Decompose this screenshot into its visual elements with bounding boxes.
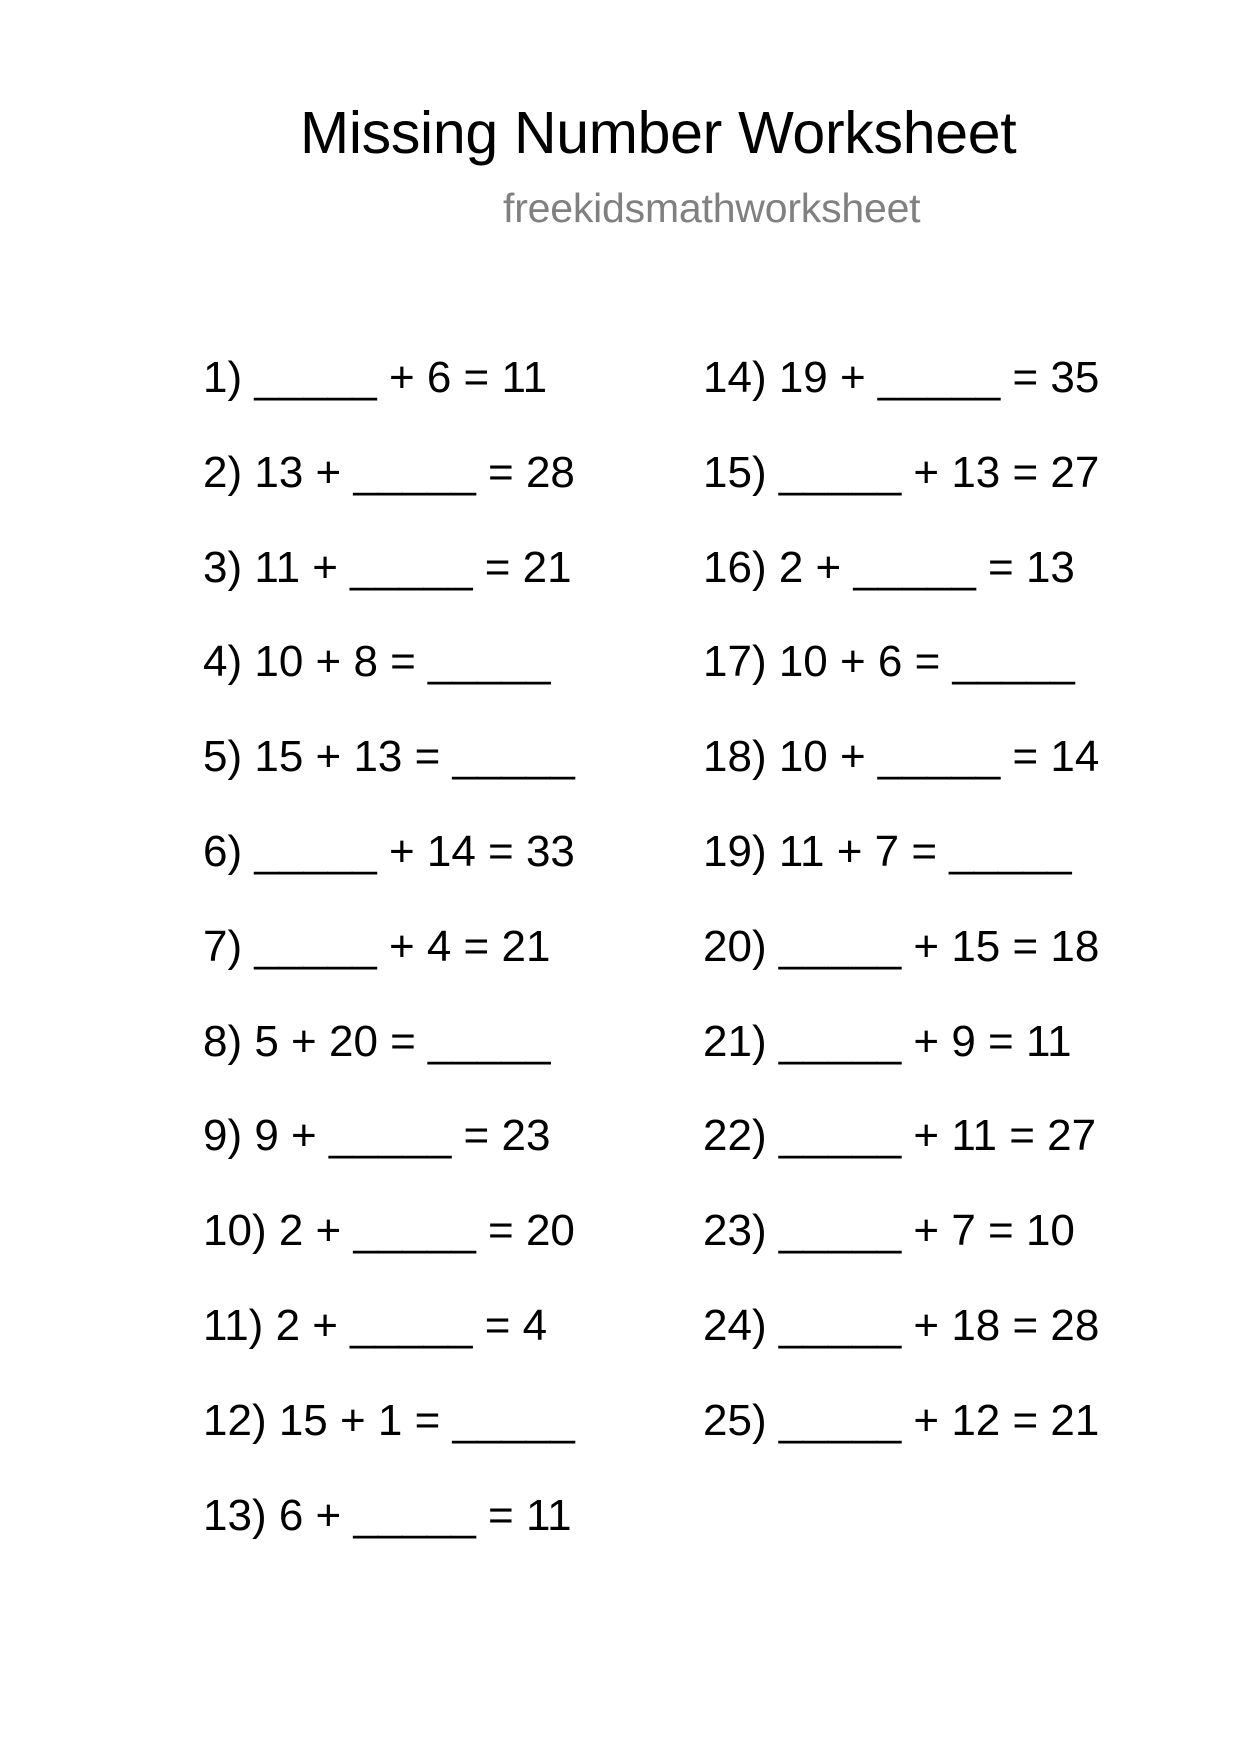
problem-number: 5): [203, 732, 243, 782]
problem-expression: 10 + _____ = 14: [778, 732, 1100, 782]
problem-item: [703, 542, 1099, 637]
problem-number: 21): [703, 1016, 767, 1066]
problem-item: [703, 447, 1099, 542]
problem-number: 22): [703, 1111, 767, 1161]
problem-number: 17): [703, 637, 767, 687]
problem-item: [703, 352, 1099, 447]
problem-number: 15): [703, 447, 767, 497]
problem-expression: _____ + 12 = 21: [778, 1395, 1100, 1445]
problem-expression: 13 + _____ = 28: [254, 447, 575, 497]
problem-number: 19): [703, 826, 767, 876]
problem-number: 20): [703, 921, 767, 971]
problem-item: [203, 542, 575, 637]
problem-item: [203, 1300, 575, 1395]
problem-item: [703, 826, 1099, 921]
problem-number: 8): [203, 1016, 243, 1066]
problem-expression: 19 + _____ = 35: [778, 353, 1100, 402]
problem-item: [203, 352, 575, 447]
problem-expression: _____ + 9 = 11: [778, 1016, 1072, 1066]
problem-item: [203, 921, 575, 1016]
problem-column-right: [703, 352, 1099, 1490]
problem-item: [703, 1300, 1099, 1395]
problem-item: [203, 1205, 575, 1300]
problem-number: 13): [203, 1490, 267, 1540]
problem-expression: 5 + 20 = _____: [254, 1016, 551, 1066]
problem-item: [703, 636, 1099, 731]
problem-expression: _____ + 6 = 11: [254, 353, 548, 402]
problem-column-left: [203, 352, 575, 1584]
problem-number: 11): [203, 1300, 264, 1350]
problem-expression: 15 + 1 = _____: [278, 1395, 575, 1445]
problem-number: 12): [203, 1395, 267, 1445]
problem-expression: 10 + 6 = _____: [778, 637, 1075, 687]
problem-number: 7): [203, 921, 243, 971]
problem-number: 3): [203, 542, 243, 592]
problem-number: 16): [703, 542, 767, 592]
problem-expression: 10 + 8 = _____: [254, 637, 551, 687]
problem-item: [203, 447, 575, 542]
problem-expression: 6 + _____ = 11: [278, 1490, 572, 1540]
problem-expression: _____ + 11 = 27: [778, 1111, 1097, 1161]
problem-number: 24): [703, 1300, 767, 1350]
problem-item: [203, 1016, 575, 1111]
problem-item: [703, 1016, 1099, 1111]
problem-expression: 2 + _____ = 4: [275, 1300, 548, 1350]
problem-number: 23): [703, 1206, 767, 1256]
problem-item: [203, 636, 575, 731]
problem-item: [703, 1205, 1099, 1300]
problem-expression: 9 + _____ = 23: [254, 1111, 551, 1161]
problem-number: 18): [703, 732, 767, 782]
problem-number: 14): [703, 353, 767, 402]
problem-expression: _____ + 15 = 18: [778, 921, 1100, 971]
problem-expression: _____ + 7 = 10: [778, 1206, 1075, 1256]
problem-number: 6): [203, 826, 243, 876]
problem-expression: 15 + 13 = _____: [254, 732, 575, 782]
site-subtitle: freekidsmathworksheet: [503, 185, 921, 231]
problem-number: 25): [703, 1395, 767, 1445]
problem-number: 1): [203, 353, 243, 402]
problem-expression: 2 + _____ = 13: [778, 542, 1075, 592]
problem-item: [703, 1110, 1099, 1205]
problem-expression: 11 + 7 = _____: [778, 826, 1072, 876]
problem-item: [203, 1395, 575, 1490]
problem-item: [203, 1110, 575, 1205]
problem-item: [203, 731, 575, 826]
problem-item: [703, 1395, 1099, 1490]
problem-expression: _____ + 4 = 21: [254, 921, 551, 971]
problem-number: 2): [203, 447, 243, 497]
problem-expression: 2 + _____ = 20: [278, 1206, 575, 1256]
problem-expression: 11 + _____ = 21: [254, 542, 572, 592]
problem-number: 10): [203, 1206, 267, 1256]
problem-item: [203, 1490, 575, 1585]
problem-item: [203, 826, 575, 921]
problem-expression: _____ + 13 = 27: [778, 447, 1100, 497]
problem-item: [703, 731, 1099, 826]
problem-expression: _____ + 18 = 28: [778, 1300, 1100, 1350]
problem-number: 4): [203, 637, 243, 687]
problem-number: 9): [203, 1111, 243, 1161]
problem-item: [703, 921, 1099, 1016]
page-title: Missing Number Worksheet: [300, 100, 1017, 166]
problem-expression: _____ + 14 = 33: [254, 826, 575, 876]
